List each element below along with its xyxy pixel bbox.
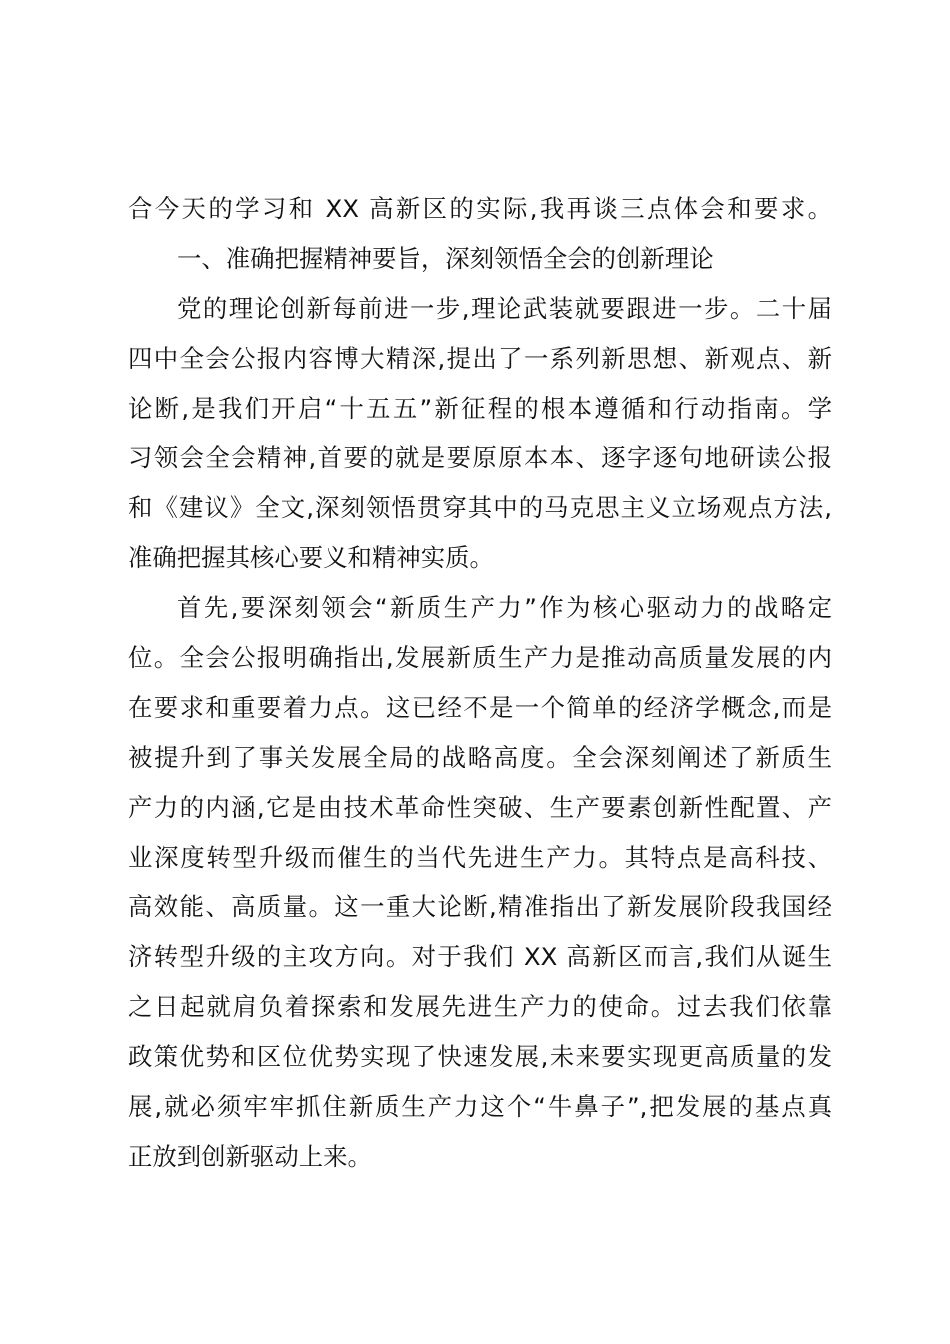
text-line: 被提升到了事关发展全局的战略高度。全会深刻阐述了新质生 — [128, 742, 832, 772]
text-line: 四中全会公报内容博大精深,提出了一系列新思想、新观点、新 — [128, 343, 832, 373]
text-line: 习领会全会精神,首要的就是要原原本本、逐字逐句地研读公报 — [128, 443, 832, 473]
text-line: 位。全会公报明确指出,发展新质生产力是推动高质量发展的内 — [128, 643, 832, 673]
paragraph-last-line: 正放到创新驱动上来。 — [128, 1141, 372, 1171]
paragraph-first-line: 党的理论创新每前进一步,理论武装就要跟进一步。二十届 — [177, 293, 832, 323]
paragraph-last-line: 准确把握其核心要义和精神实质。 — [128, 543, 494, 573]
document-body — [128, 184, 832, 1182]
text-line: 高效能、高质量。这一重大论断,精准指出了新发展阶段我国经 — [128, 892, 832, 922]
text-line: 产力的内涵,它是由技术革命性突破、生产要素创新性配置、产 — [128, 792, 832, 822]
text-line: 和《建议》全文,深刻领悟贯穿其中的马克思主义立场观点方法, — [128, 493, 832, 523]
text-line: 之日起就肩负着探索和发展先进生产力的使命。过去我们依靠 — [128, 992, 832, 1022]
text-line: 政策优势和区位优势实现了快速发展,未来要实现更高质量的发 — [128, 1042, 832, 1072]
section-heading: 一、准确把握精神要旨，深刻领悟全会的创新理论 — [177, 243, 714, 273]
paragraph-first-line: 首先,要深刻领会“新质生产力”作为核心驱动力的战略定 — [177, 593, 832, 623]
text-line: 合今天的学习和 XX 高新区的实际,我再谈三点体会和要求。 — [128, 194, 832, 223]
text-line: 业深度转型升级而催生的当代先进生产力。其特点是高科技、 — [128, 842, 832, 872]
text-line: 在要求和重要着力点。这已经不是一个简单的经济学概念,而是 — [128, 692, 832, 722]
text-line: 济转型升级的主攻方向。对于我们 XX 高新区而言,我们从诞生 — [128, 942, 832, 972]
text-line: 展,就必须牢牢抓住新质生产力这个“牛鼻子”,把发展的基点真 — [128, 1092, 832, 1122]
text-line: 论断,是我们开启“十五五”新征程的根本遵循和行动指南。学 — [128, 393, 832, 423]
